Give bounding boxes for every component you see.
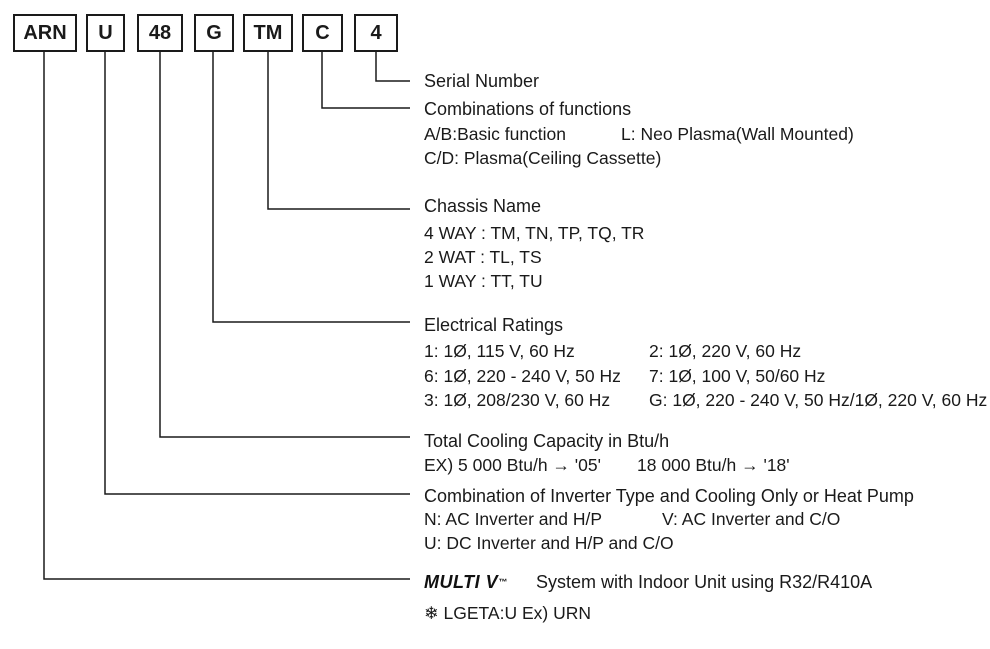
- connector-serial: [376, 52, 410, 81]
- chassis-title: Chassis Name: [424, 196, 542, 216]
- electrical-item: 7: 1Ø, 100 V, 50/60 Hz: [649, 366, 826, 386]
- connector-cooling: [160, 52, 410, 437]
- inverter-item: U: DC Inverter and H/P and C/O: [424, 533, 674, 553]
- code-box-c: C: [302, 14, 343, 52]
- connector-system: [44, 52, 410, 579]
- connector-chassis: [268, 52, 410, 209]
- electrical-item: 2: 1Ø, 220 V, 60 Hz: [649, 341, 802, 361]
- cooling-title: Total Cooling Capacity in Btu/h: [424, 431, 670, 451]
- code-box-arn: ARN: [13, 14, 77, 52]
- functions-title: Combinations of functions: [424, 99, 632, 119]
- cooling-item: 18 000 Btu/h → '18': [637, 455, 790, 475]
- electrical-title: Electrical Ratings: [424, 315, 564, 335]
- connector-electrical: [213, 52, 410, 322]
- system-title: System with Indoor Unit using R32/R410A: [536, 572, 873, 592]
- code-box-tm: TM: [243, 14, 293, 52]
- chassis-item: 4 WAY : TM, TN, TP, TQ, TR: [424, 223, 645, 243]
- electrical-item: 3: 1Ø, 208/230 V, 60 Hz: [424, 390, 611, 410]
- inverter-title: Combination of Inverter Type and Cooling Only or Heat Pump: [424, 486, 914, 506]
- code-box-4: 4: [354, 14, 398, 52]
- connector-inverter: [105, 52, 410, 494]
- electrical-item: 1: 1Ø, 115 V, 60 Hz: [424, 341, 575, 361]
- serial-title: Serial Number: [424, 71, 540, 91]
- functions-item: C/D: Plasma(Ceiling Cassette): [424, 148, 662, 168]
- cooling-item: EX) 5 000 Btu/h → '05': [424, 455, 601, 475]
- functions-item: A/B:Basic function: [424, 124, 567, 144]
- electrical-item: G: 1Ø, 220 - 240 V, 50 Hz/1Ø, 220 V, 60 Hz: [649, 390, 988, 410]
- inverter-item: N: AC Inverter and H/P: [424, 509, 602, 529]
- chassis-item: 2 WAT : TL, TS: [424, 247, 542, 267]
- multi-v-logo: MULTI V™: [424, 572, 508, 592]
- connector-functions: [322, 52, 410, 108]
- system-note: ❄ LGETA:U Ex) URN: [424, 603, 591, 623]
- code-box-48: 48: [137, 14, 183, 52]
- functions-item: L: Neo Plasma(Wall Mounted): [621, 124, 854, 144]
- code-box-u: U: [86, 14, 125, 52]
- electrical-item: 6: 1Ø, 220 - 240 V, 50 Hz: [424, 366, 621, 386]
- inverter-item: V: AC Inverter and C/O: [662, 509, 841, 529]
- code-box-g: G: [194, 14, 234, 52]
- chassis-item: 1 WAY : TT, TU: [424, 271, 543, 291]
